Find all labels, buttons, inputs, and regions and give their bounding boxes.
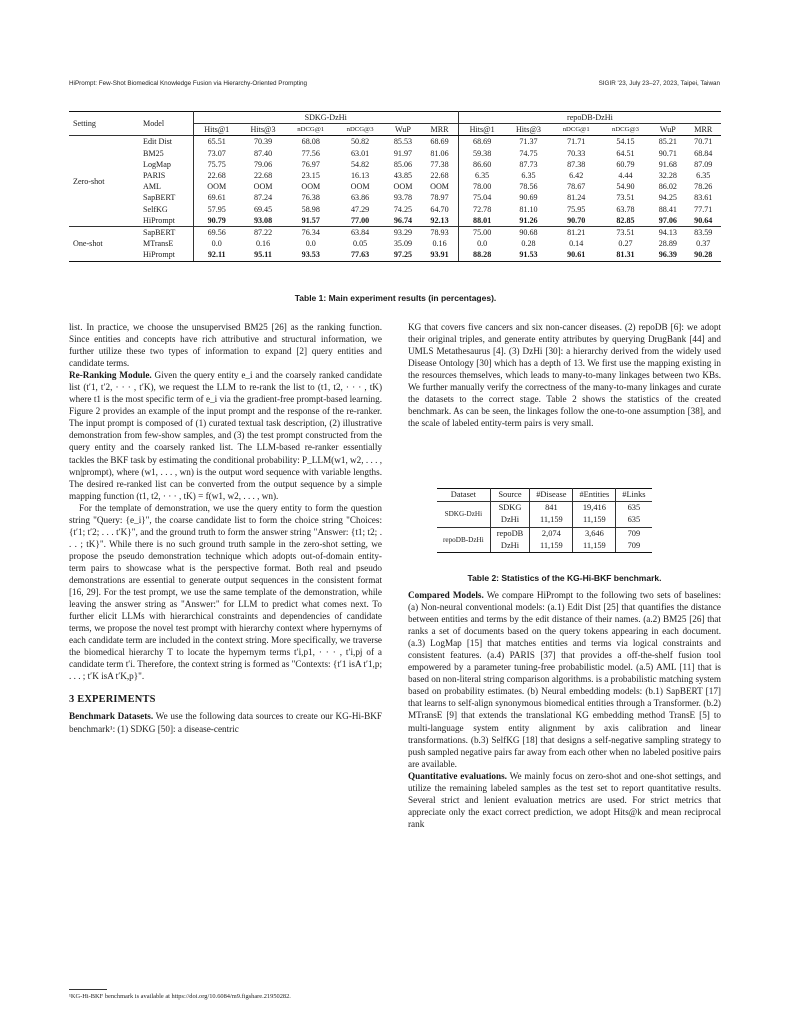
table-cell: 635	[627, 515, 641, 525]
table-cell: 91.68	[658, 159, 677, 169]
model-name: SapBERT	[139, 192, 193, 203]
paragraph-body: Given the query entity e_i and the coarsely ranked candidate list (t′1, t′2, · · · , t′K), we request the LLM to re-rank the list to (t1, t2, · · · , tK) where t1 is the most specific term of e_i via the gradient-free prompt-based learning. Figure 2 provides an example of the input prompt and the response of the re-ranker. The input prompt is composed of (1) curated textual task description, (2) illustrative demonstration from few-show samples, and (3) the test prompt constructed from the query entity and the coarsely ranked list. The LLM-based re-ranker essentially tackles the BKF task by estimating the conditional probability: P_LLM(w1, w2, . . . , wn|prompt), where (w1, . . . , wn) is the output word sequence with variable lengths. The desired re-ranked list can be converted from the output sequence by a simple mapping function (t1, t2, · · · , tK) = f(w1, w2, . . . , wn).	[69, 370, 382, 501]
table-cell: 68.08	[286, 136, 335, 148]
table-cell: 6.35	[696, 171, 711, 181]
paragraph-heading: Re-Ranking Module.	[69, 370, 152, 381]
paragraph-body: We compare HiPrompt to the following two sets of baselines: (a) Non-neural conventional models: (a.1) Edit Dist [25] that quantifies the distance between entities and terms by the edit distance of their names. (a.2) BM25 [26] that ranks a set of documents based on the query tokens appearing in each document. (a.3) LogMap [15] that matches entities and terms via logical constraints and consistent features. (a.4) PARIS [37] that provides a off-the-shelf fusion tool empowered by a parameter tuning-free probabilistic model. (a.5) AML [11] that is based on non-literal string comparison algorithms. is a probabilistic matching system based on probability estimates. (b) Neural embedding models: (b.1) SapBERT [17] that learns to self-align synonymous biomedical entities through a Transformer. (b.2) MTransE [9] that extends the translational KG embedding method TransE [5] to multi-language system entity alignment by axis calibration and linear transformations. (b.3) SelfKG [18] that designs a self-negative sampling strategy to push sampled negative pairs far away from each other when no labeled positive pairs are available.	[408, 590, 721, 769]
table-cell: 57.95	[207, 204, 226, 214]
table-cell: 0.14	[569, 239, 584, 249]
table-cell: 76.38	[301, 193, 320, 203]
paragraph-reranking	[69, 369, 382, 502]
table-cell: 82.85	[616, 215, 635, 225]
table-cell: 97.25	[385, 249, 421, 261]
col-model: Model	[139, 112, 193, 136]
table-cell: 63.84	[335, 227, 384, 239]
right-column-bottom	[408, 589, 721, 830]
table-cell: 88.01	[473, 215, 492, 225]
table-cell: 63.01	[350, 148, 370, 158]
table-cell: 70.71	[686, 136, 721, 148]
table-cell: 97.06	[658, 215, 677, 225]
table-cell: 69.56	[193, 227, 240, 239]
table-cell: 88.28	[458, 249, 505, 261]
table-cell: 0.05	[353, 239, 368, 249]
table-cell: 78.67	[567, 182, 586, 192]
table-cell: 86.60	[473, 159, 492, 169]
table-cell: 709	[616, 527, 652, 540]
table-cell: 90.71	[658, 148, 677, 158]
column-header: #Disease	[530, 489, 573, 502]
table-cell: 93.78	[393, 193, 413, 203]
table-cell: 74.75	[519, 148, 538, 158]
metric-header: WuP	[385, 124, 421, 136]
table-cell: 23.15	[301, 171, 320, 181]
table-cell: 22.68	[253, 171, 273, 181]
section-heading: 3 EXPERIMENTS	[69, 694, 156, 706]
table-cell: 93.53	[286, 249, 335, 261]
table-cell: OOM	[393, 182, 413, 192]
table-cell: 90.79	[207, 215, 226, 225]
paragraph: KG that covers five cancers and six non-cancer diseases. (2) repoDB [6]: we adopt their original triples, and generate entity attributes by querying DrugBank [44] and UMLS Metathesaurus [4]. (3) DzHi [30]: a hierarchy derived from the widely used Disease Ontology [30] which has a depth of 13. We first use the mapping existing in the resources themselves, which leads to many-to-many linkages between two KBs. We further manually verify the correctness of the many-to-many linkages and curate the datasets to the correct stage. Table 2 shows the statistics of the created benchmark. As can be seen, the linkages follow the one-to-one assumption [38], and the scale of labeled entity-term pairs is very small.	[408, 322, 721, 429]
table-cell: repoDB	[490, 527, 530, 540]
table-cell: 58.98	[301, 204, 320, 214]
table-cell: 93.91	[421, 249, 458, 261]
column-header: #Entities	[573, 489, 616, 502]
table-cell: 90.69	[519, 193, 538, 203]
column-header: Source	[490, 489, 530, 502]
table-cell: 11,159	[573, 514, 616, 527]
table-cell: 77.71	[694, 204, 713, 214]
table-cell: 0.28	[521, 239, 536, 249]
table-cell: 90.68	[505, 227, 551, 239]
table-cell: 91.53	[505, 249, 551, 261]
table-cell: 77.00	[350, 215, 370, 225]
table-cell: 85.53	[385, 136, 421, 148]
table-cell: 841	[530, 502, 573, 515]
column-header: Dataset	[437, 489, 490, 502]
table-cell: 59.38	[473, 148, 492, 158]
table-cell: 635	[616, 502, 652, 515]
footnote: ¹KG-Hi-BKF benchmark is available at https://doi.org/10.6084/m9.figshare.21950282.	[69, 993, 291, 1000]
table-cell: 81.06	[421, 148, 458, 159]
statistics-table	[437, 488, 652, 553]
table-cell: 11,159	[573, 540, 616, 553]
footnote-rule	[69, 989, 107, 990]
table-cell: 6.42	[569, 171, 584, 181]
metric-header: WuP	[650, 124, 685, 136]
dataset-name: SDKG-DzHi	[437, 502, 490, 527]
table-cell: 0.27	[618, 239, 633, 249]
table-cell: 0.16	[421, 238, 458, 249]
model-name: BM25	[139, 148, 193, 159]
results-table	[69, 111, 721, 262]
metric-header: Hits@1	[458, 124, 505, 136]
table-cell: 90.61	[552, 249, 601, 261]
table-cell: 22.68	[421, 170, 458, 181]
model-name: MTransE	[139, 238, 193, 249]
table-cell: 94.25	[658, 193, 677, 203]
table-cell: 81.10	[519, 204, 538, 214]
table-cell: 96.74	[393, 215, 413, 225]
metric-header: nDCG@3	[335, 124, 384, 136]
table-cell: 6.35	[475, 171, 490, 181]
table-cell: 75.95	[567, 204, 586, 214]
table-cell: 54.82	[350, 159, 370, 169]
table-cell: 91.57	[301, 215, 320, 225]
table-cell: 43.85	[393, 171, 413, 181]
table-cell: 90.28	[686, 249, 721, 261]
metric-header: Hits@3	[505, 124, 551, 136]
table-cell: 3,646	[573, 527, 616, 540]
dataset-name: repoDB-DzHi	[437, 527, 490, 552]
table-cell: 90.70	[567, 215, 586, 225]
table-cell: 70.39	[240, 136, 286, 148]
table-cell: 68.84	[694, 148, 713, 158]
table-cell: 79.06	[253, 159, 273, 169]
table-cell: 91.26	[519, 215, 538, 225]
table-cell: 73.51	[601, 227, 650, 239]
paragraph-benchmark	[69, 710, 382, 734]
running-header-venue: SIGIR '23, July 23–27, 2023, Taipei, Taiwan	[598, 80, 720, 87]
table-cell: 87.38	[567, 159, 586, 169]
column-header: #Links	[616, 489, 652, 502]
table-cell: 0.16	[255, 239, 271, 249]
table-cell: 85.06	[393, 159, 413, 169]
table-cell: DzHi	[490, 540, 530, 553]
table-cell: 71.37	[505, 136, 551, 148]
table-cell: 87.22	[240, 227, 286, 239]
table-cell: 69.45	[253, 204, 273, 214]
table-cell: 16.13	[350, 171, 370, 181]
model-name: AML	[139, 181, 193, 192]
table-cell: SDKG	[490, 502, 530, 515]
table-cell: 73.51	[616, 193, 635, 203]
table-cell: 81.21	[552, 227, 601, 239]
table-cell: 72.78	[473, 204, 492, 214]
table-cell: 64.70	[421, 204, 458, 215]
model-name: Edit Dist	[139, 136, 193, 148]
table-cell: 63.86	[350, 193, 370, 203]
table-cell: 87.40	[253, 148, 273, 158]
metric-header: nDCG@3	[601, 124, 650, 136]
table-cell: 78.56	[519, 182, 538, 192]
paragraph-compared-models	[408, 589, 721, 770]
table-cell: OOM	[253, 182, 273, 192]
table-cell: 87.24	[253, 193, 273, 203]
table-cell: 4.44	[618, 171, 633, 181]
table-cell: 76.34	[286, 227, 335, 239]
table2-caption: Table 2: Statistics of the KG-Hi-BKF benchmark.	[467, 573, 662, 583]
paragraph-heading: Quantitative evaluations.	[408, 770, 507, 781]
table-cell: 85.21	[650, 136, 685, 148]
model-name: HiPrompt	[139, 215, 193, 227]
table-cell: 92.13	[421, 215, 458, 227]
table-cell: 75.00	[458, 227, 505, 239]
table1-caption: Table 1: Main experiment results (in percentages).	[294, 293, 497, 303]
table-cell: 709	[616, 540, 652, 553]
table-cell: 96.39	[650, 249, 685, 261]
table-cell: 2,074	[530, 527, 573, 540]
table-cell: 19,416	[573, 502, 616, 515]
table-cell: 68.69	[421, 136, 458, 148]
model-name: SapBERT	[139, 227, 193, 239]
table-cell: 78.97	[421, 192, 458, 203]
paragraph-body: We mainly focus on zero-shot and one-shot settings, and utilize the remaining labeled samples as the test set to report quantitative results. Several strict and lenient evaluation metrics are used. For strict metrics that appreciate only the exact correct prediction, we adopt Hits@k and mean reciprocal rank	[408, 770, 721, 829]
setting-label: One-shot	[69, 227, 139, 262]
paragraph: For the template of demonstration, we use the query entity to form the question string "Query: {e_i}", the coarse candidate list to form the choice string "Choices: {t′1; t′2; . . . t′K}", and the ground truth to form the answer string "Answer: {t1; t2; . . . ; tK}". While there is no such ground truth sample in the zero-shot setting, we propose the pseudo demonstration technique which adopts out-of-domain entity-term pairs to showcase what is the perspective format. Both real and pseudo demonstrations are essential to generate output sequences in the consistent format [16, 29]. For the test prompt, we use the same template of the demonstration, while leaving the answer string as "Answer:" for LLM to predict what comes next. To further elicit LLMs with hierarchical constraints and dependencies of candidate terms, we propose the novel test prompt with hierarchy context where hypernyms of each candidate term are included in the context string. More specifically, we traverse the biomedical hierarchy T to locate the hypernym terms t′i,p1, · · · , t′i,pj of a candidate term t′i. Therefore, the context string is formed as "Contexts: {t′1 isA t′1,p; . . . ; t′K isA t′K,p}".	[69, 502, 382, 682]
table-cell: 95.11	[240, 249, 286, 261]
table-cell: 11,159	[530, 514, 573, 527]
table-cell: 76.97	[301, 159, 320, 169]
metric-header: nDCG@1	[552, 124, 601, 136]
table-cell: 94.13	[650, 227, 685, 239]
col-setting: Setting	[69, 112, 139, 136]
table-cell: 91.97	[393, 148, 413, 158]
table-cell: DzHi	[490, 514, 530, 527]
table-cell: 73.07	[207, 148, 226, 158]
table-cell: 87.73	[519, 159, 538, 169]
table-cell: 54.15	[601, 136, 650, 148]
table-cell: 87.09	[694, 159, 713, 169]
model-name: SelfKG	[139, 204, 193, 215]
paragraph: list. In practice, we choose the unsupervised BM25 [26] as the ranking function. Since entities and concepts have rich attributive and structural information, we further utilize these two types of information to expand [2] query entities and candidate terms.	[69, 322, 382, 369]
paragraph-body: We use the following data sources to create our KG-Hi-BKF benchmark¹: (1) SDKG [50]: a disease-centric	[69, 711, 382, 734]
table-cell: 77.56	[301, 148, 320, 158]
group-sdkg: SDKG-DzHi	[193, 112, 458, 124]
model-name: HiPrompt	[139, 249, 193, 261]
table-cell: 75.04	[473, 193, 492, 203]
table-cell: OOM	[421, 181, 458, 192]
table-cell: 74.25	[393, 204, 413, 214]
table-cell: 11,159	[530, 540, 573, 553]
table-cell: 50.82	[335, 136, 384, 148]
group-repodb: repoDB-DzHi	[458, 112, 721, 124]
table-cell: 60.79	[616, 159, 635, 169]
table-cell: 77.63	[335, 249, 384, 261]
metric-header: Hits@1	[193, 124, 240, 136]
table-cell: 47.29	[350, 204, 370, 214]
paragraph-heading: Compared Models.	[408, 590, 484, 600]
table-cell: 83.61	[694, 193, 713, 203]
table-cell: 69.61	[207, 193, 226, 203]
table-cell: 92.11	[193, 249, 240, 261]
table-cell: 35.09	[393, 239, 413, 249]
model-name: PARIS	[139, 170, 193, 181]
right-column-top	[408, 321, 721, 429]
table-cell: OOM	[350, 182, 370, 192]
table-cell: 0.37	[696, 239, 711, 249]
metric-header: Hits@3	[240, 124, 286, 136]
table-cell: 78.00	[473, 182, 492, 192]
table-cell: 86.02	[658, 182, 677, 192]
table-cell: 83.59	[686, 227, 721, 239]
table-cell: 75.75	[207, 159, 226, 169]
table-cell: 22.68	[207, 171, 226, 181]
table-cell: 71.71	[552, 136, 601, 148]
table-cell: OOM	[301, 182, 321, 192]
metric-header: MRR	[421, 124, 458, 136]
metric-header: MRR	[686, 124, 721, 136]
table-cell: 88.41	[658, 204, 677, 214]
table-cell: 93.08	[253, 215, 273, 225]
table-cell: 0.0	[305, 239, 316, 249]
table-cell: 64.51	[616, 148, 635, 158]
table-cell: 65.51	[193, 136, 240, 148]
table-cell: 78.93	[421, 227, 458, 239]
table-cell: 81.24	[567, 193, 586, 203]
paragraph-quantitative	[408, 770, 721, 830]
paragraph-heading: Benchmark Datasets.	[69, 711, 154, 722]
table-cell: 6.35	[521, 171, 536, 181]
metric-header: nDCG@1	[286, 124, 335, 136]
left-column	[69, 321, 382, 735]
table-cell: 93.29	[385, 227, 421, 239]
table-cell: 68.69	[458, 136, 505, 148]
table-cell: 32.28	[658, 171, 677, 181]
table-cell: 90.64	[694, 215, 713, 225]
table-cell: 77.38	[421, 159, 458, 170]
model-name: LogMap	[139, 159, 193, 170]
table-cell: 0.0	[477, 239, 488, 249]
setting-label: Zero-shot	[69, 136, 139, 227]
table-cell: 70.33	[567, 148, 586, 158]
table-cell: 54.90	[616, 182, 635, 192]
running-header-title: HiPrompt: Few-Shot Biomedical Knowledge Fusion via Hierarchy-Oriented Prompting	[69, 80, 307, 87]
table-cell: 78.26	[694, 182, 713, 192]
table-cell: 81.31	[601, 249, 650, 261]
table-cell: 28.89	[658, 239, 677, 249]
table-cell: 63.78	[616, 204, 635, 214]
table-cell: OOM	[207, 182, 227, 192]
table-cell: 0.0	[211, 239, 222, 249]
